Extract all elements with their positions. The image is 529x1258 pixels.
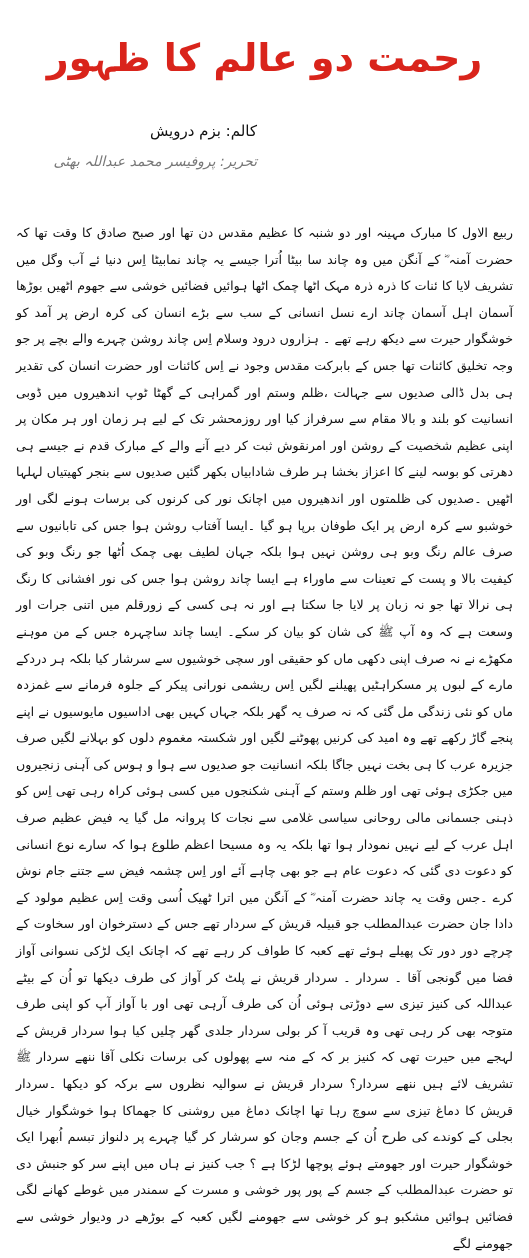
article-title: رحمت دو عالم کا ظہور [46,36,483,80]
author-label: تحریر: پروفیسر محمد عبداللہ بھٹی [53,154,257,170]
article-body: ربیع الاول کا مبارک مہینہ اور دو شنبہ کا عظیم مقدس دن تھا اور صبح صادق کا وقت تھا کہ حضرت آمنہ ؓ کے آنگن میں وہ چاند سا بیٹا اُترا جیسے یہ چاند نمابیٹا اِس دنیا ئے آب وگل میں تشریف لایا کا ئنات کا ذرہ ذرہ مہک اٹھا چمک اٹھا ہوائیں فضائیں خوشی سے جھوم اٹھیں بوڑھا آسمان اہل آسمان چاند ارے نسل انسانی کے سب سے بڑے انسان کی کرہ ارض پر آمد کو خوشگوار حیرت سے دیکھ رہے تھے ۔ ہزاروں درود وسلام اِس چاند روشن چہرے والے بچے پر جو وجہ تخلیق کائنات تھا جس کے بابرکت مقدس وجود نے اِس کائنات اور حضرت انسان کی تقدیر ہی بدل ڈالی صدیوں سے جہالت ،ظلم وستم اور گمراہی کے گھٹا ٹوپ اندھیروں میں ڈوبی انسانیت کو بلند و بالا مقام سے سرفراز کیا اور روزمحشر تک کے لیے ہر زمان اور ہر مکان پر اپنی عظیم شخصیت کے روشن اور امرنقوش ثبت کر دیے آنے والے کے مبارک قدم نے جیسے ہی دھرتی کو بوسہ لینے کا اعزاز بخشا ہر طرف شادابیاں بکھر گئیں صدیوں سے بنجر کھیتیاں لہلہا اٹھیں ۔صدیوں کی ظلمتوں اور اندھیروں میں اچانک نور کی کرنوں کی برسات ہونے لگی اور خوشبو سے کرہ ارض پر ایک طوفان برپا ہو گیا ۔ایسا آفتاب روشن ہوا جس کی تابانیوں سے صرف عالم رنگ وبو ہی روشن نہیں ہوا بلکہ جہان لطیف بھی چمک اُٹھا جو رنگ وبو کی کیفیت بالا و پست کے تعینات سے ماوراء ہے ایسا چاند روشن ہوا جس کی نور افشانی کا رنگ ہی نرالا تھا جو نہ زبان پر لایا جا سکتا ہے اور نہ ہی کسی کے زورقلم میں اتنی جرات اور وسعت ہے کہ وہ آپ ﷺ کی شان کو بیان کر سکے۔ ایسا چاند ساچہرہ جس کے من موہنے مکھڑے نے نہ صرف اپنی دکھی ماں کو حقیقی اور سچی خوشیوں سے سرشار کیا بلکہ ہر دردکے مارے کے لبوں پر مسکراہٹیں پھیلنے لگیں اِس ریشمی نورانی پیکر کے جلوہ فرمانے سے غمزدہ ماں کو نئی زندگی مل گئی کہ نہ صرف یہ گھر بلکہ جہاں کہیں بھی اداسیوں مایوسیوں نے اپنے پنجے گاڑ رکھے تھے وہ امید کی کرنیں پھوٹنے لگیں اور شکستہ مغموم دلوں کو بہلانے لگیں صرف جزیرہ عرب کا ہی بخت نہیں جاگا بلکہ انسانیت جو صدیوں سے ہوا و ہوس کی آہنی زنجیروں میں جکڑی ہوئی تھی اور ظلم وستم کے آہنی شکنجوں میں کسی ہوئی کراہ رہی تھی اِس کو ذہنی جسمانی مالی روحانی سیاسی غلامی سے نجات کا پروانہ مل گیا یہ فیض عظیم صرف اہل عرب کے لیے نہیں نمودار ہوا تھا بلکہ یہ وہ مسیحا اعظم طلوع ہوا کہ سارے نوع انسانی کو دعوت دی گئی کہ دعوت عام ہے جو بھی چاہے آئے اور اِس چشمہ فیض سے جتنے جام نوش کرے ۔جس وقت یہ چاند حضرت آمنہ ؓ کے آنگن میں اترا ٹھیک اُسی وقت اِس عظیم مولود کے دادا جان حضرت عبدالمطلب جو قبیلہ قریش کے سردار تھے جس کے دسترخوان اور سخاوت کے چرچے دور دور تک پھیلے ہوئے تھے کعبہ کا طواف کر رہے تھے کہ اچانک ایک لڑکی نسوانی آواز فضا میں گونجی آقا ۔ سردار ۔ سردار قریش نے پلٹ کر آواز کی طرف دیکھا تو اُن کے بیٹے عبداللہ کی کنیز تیزی سے دوڑتی ہوئی اُن کی طرف آرہی تھی اور با آواز آپ کو اپنی طرف متوجہ بھی کر رہی تھی وہ قریب آ کر بولی سردار جلدی گھر چلیں کیا ہوا سردار قریش کے لہجے میں حیرت تھی کہ کنیز بر کہ کے منہ سے پھولوں کی برسات نکلی آقا ننھے سردار ﷺ تشریف لائے ہیں ننھے سردار؟ سردار قریش نے سوالیہ نظروں سے برکہ کو دیکھا ۔سردار قریش کا دماغ تیزی سے سوچ رہا تھا اچانک دماغ میں روشنی کا جھماکا ہوا خوشگوار خیال بجلی کے کوندے کی طرح اُن کے جسم وجان کو سرشار کر گیا چہرے پر دلنواز تبسم اُبھرا ایک خوشگوار حیرت اور جھومتے ہوئے پوچھا لڑکا ہے ؟ جب کنیز نے ہاں میں اپنے سر کو جنبش دی تو حضرت عبدالمطلب کے جسم کے پور پور خوشی و مسرت کے سمندر میں غوطے کھانے لگی فضائیں ہوائیں مشکبو ہو کر خوشی سے جھومنے لگیں کعبہ کے بوڑھے در ودیوار خوشی سے جھومنے لگے [16,225,513,1251]
column-label: کالم: بزم درویش [149,122,257,140]
byline [54,118,257,174]
